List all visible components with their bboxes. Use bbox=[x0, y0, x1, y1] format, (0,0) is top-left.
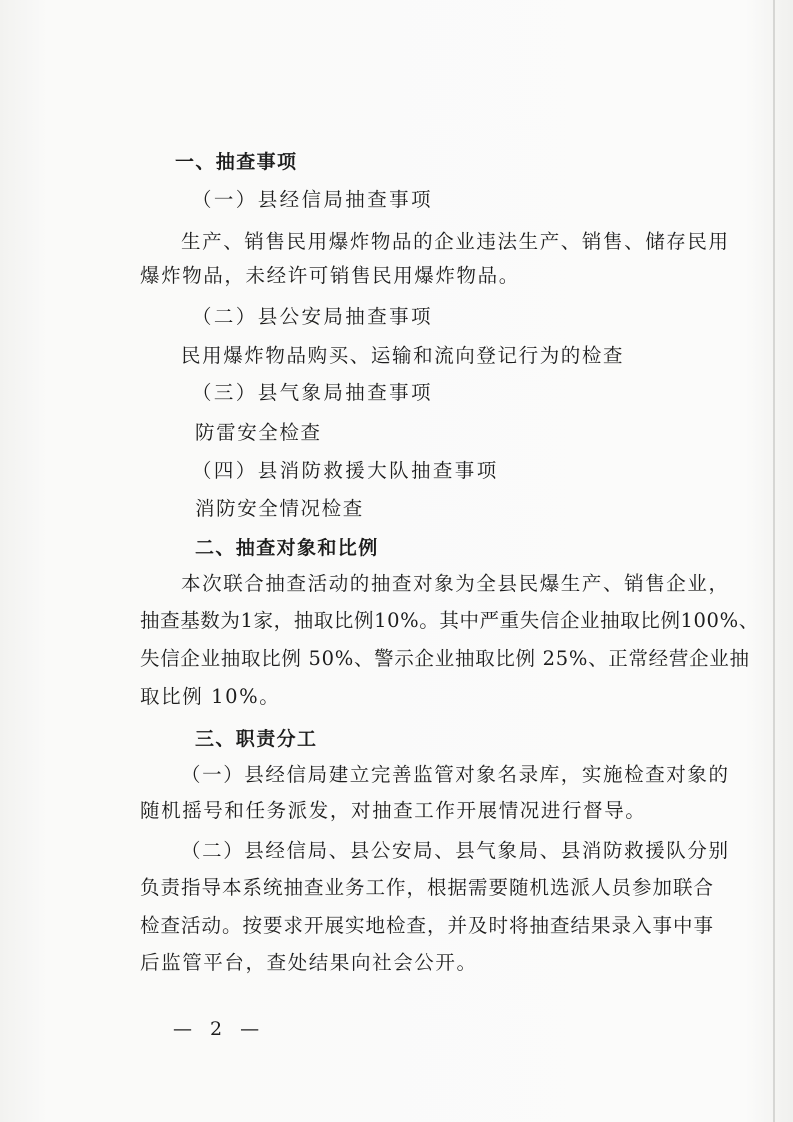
subheading-meteorological: （三）县气象局抽查事项 bbox=[192, 381, 433, 404]
heading-targets-and-ratio: 二、抽查对象和比例 bbox=[195, 537, 379, 559]
subheading-public-security: （二）县公安局抽查事项 bbox=[192, 305, 433, 328]
paragraph-line: 消防安全情况检查 bbox=[195, 497, 364, 520]
paragraph-line: 检查活动。按要求开展实地检查，并及时将抽查结果录入事中事 bbox=[140, 914, 715, 937]
paragraph-line: 负责指导本系统抽查业务工作，根据需要随机选派人员参加联合 bbox=[140, 876, 715, 899]
paragraph-line: 抽查基数为1家，抽取比例10%。其中严重失信企业抽取比例100%、 bbox=[140, 609, 759, 632]
heading-responsibilities: 三、职责分工 bbox=[195, 728, 318, 750]
paragraph-line: 民用爆炸物品购买、运输和流向登记行为的检查 bbox=[181, 344, 625, 367]
page-edge-shadow bbox=[773, 0, 775, 1122]
paragraph-line: 防雷安全检查 bbox=[195, 421, 322, 444]
subheading-economic-bureau: （一）县经信局抽查事项 bbox=[192, 188, 433, 211]
paragraph-line: 取比例 10%。 bbox=[140, 685, 281, 708]
paragraph-line: （一）县经信局建立完善监管对象名录库，实施检查对象的 bbox=[181, 763, 730, 786]
paragraph-line: 本次联合抽查活动的抽查对象为全县民爆生产、销售企业， bbox=[181, 572, 730, 595]
paragraph-line: （二）县经信局、县公安局、县气象局、县消防救援队分别 bbox=[181, 839, 730, 862]
paragraph-line: 爆炸物品，未经许可销售民用爆炸物品。 bbox=[140, 264, 520, 287]
page-number: — 2 — bbox=[173, 1018, 266, 1040]
subheading-fire-rescue: （四）县消防救援大队抽查事项 bbox=[192, 459, 499, 482]
paragraph-line: 失信企业抽取比例 50%、警示企业抽取比例 25%、正常经营企业抽 bbox=[140, 647, 750, 670]
heading-inspection-items: 一、抽查事项 bbox=[175, 151, 298, 173]
paragraph-line: 后监管平台，查处结果向社会公开。 bbox=[140, 951, 478, 974]
paragraph-line: 随机摇号和任务派发，对抽查工作开展情况进行督导。 bbox=[140, 799, 647, 822]
paragraph-line: 生产、销售民用爆炸物品的企业违法生产、销售、储存民用 bbox=[181, 230, 730, 253]
